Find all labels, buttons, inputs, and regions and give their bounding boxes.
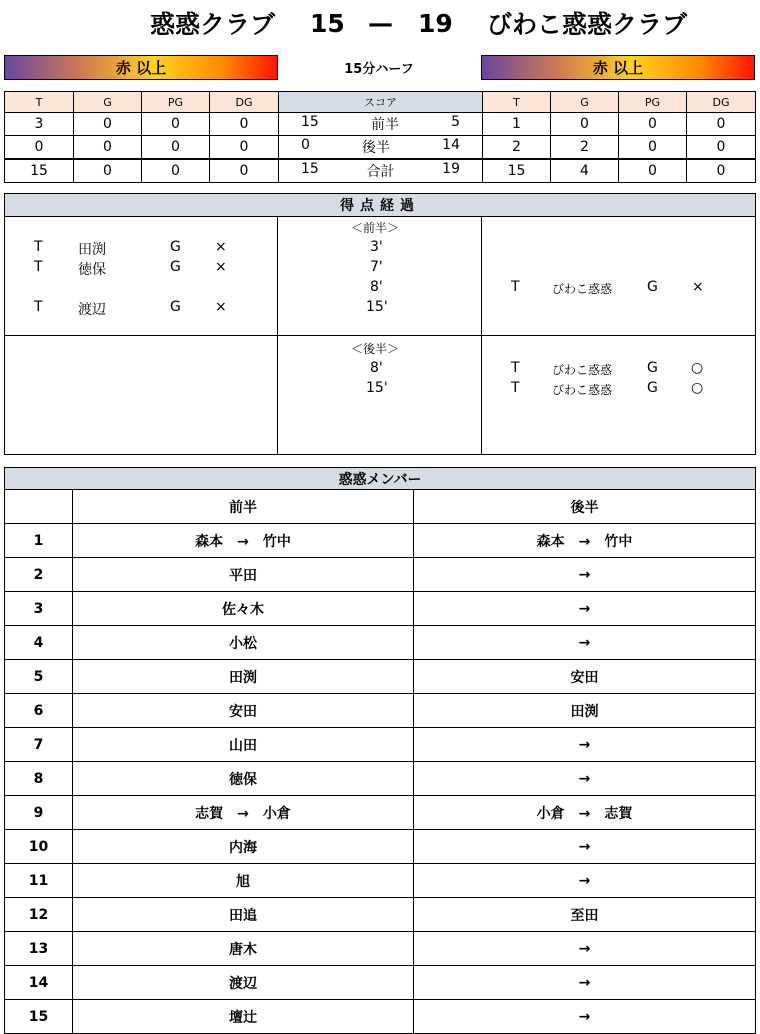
member-number: 7	[5, 728, 73, 762]
event-goal: G	[170, 239, 181, 255]
member-row	[5, 864, 756, 898]
score-row-total	[5, 159, 756, 183]
event-time: 8'	[370, 360, 383, 376]
score-header-row	[5, 92, 756, 113]
event-player: 田渕	[78, 242, 106, 258]
event-result: ○	[691, 360, 704, 376]
cell: 0	[619, 136, 687, 160]
member-first-half: 安田	[73, 694, 414, 728]
first-half-times	[278, 217, 482, 336]
member-row	[5, 830, 756, 864]
member-row	[5, 762, 756, 796]
member-first-half: 田追	[73, 898, 414, 932]
member-second-half: 小倉 → 志賀	[414, 796, 756, 830]
member-first-half: 森本 → 竹中	[73, 524, 414, 558]
cell: 4	[551, 159, 619, 183]
member-first-half: 壇辻	[73, 1000, 414, 1034]
member-row	[5, 932, 756, 966]
match-format: 15分ハーフ	[344, 62, 414, 77]
member-second-half: 安田	[414, 660, 756, 694]
member-second-half: 森本 → 竹中	[414, 524, 756, 558]
event-goal: G	[170, 259, 181, 275]
cell: 2	[483, 136, 551, 160]
member-row	[5, 524, 756, 558]
member-number: 4	[5, 626, 73, 660]
member-row	[5, 558, 756, 592]
cell: 15	[5, 159, 74, 183]
member-first-half: 小松	[73, 626, 414, 660]
member-number: 1	[5, 524, 73, 558]
first-half-header: 前半	[73, 490, 414, 524]
event-result: ×	[692, 279, 704, 295]
member-number: 12	[5, 898, 73, 932]
home-score: 15	[310, 8, 345, 38]
member-first-half: 佐々木	[73, 592, 414, 626]
cell: 0	[210, 159, 279, 183]
member-row	[5, 626, 756, 660]
event-type: T	[34, 239, 43, 255]
away-jersey-label: 赤 以上	[592, 59, 644, 77]
cell: 0	[142, 113, 210, 136]
cell: 0	[687, 113, 756, 136]
member-row	[5, 660, 756, 694]
event-goal: G	[170, 299, 181, 315]
cell: 0	[619, 159, 687, 183]
first-half-row	[5, 217, 756, 336]
member-second-half: →	[414, 558, 756, 592]
cell: 0	[74, 136, 142, 160]
member-number: 14	[5, 966, 73, 1000]
member-second-half: →	[414, 1000, 756, 1034]
cell: 0	[142, 136, 210, 160]
scoring-progress-table	[4, 193, 756, 455]
home-first-half-events	[5, 217, 278, 336]
col-header: PG	[142, 92, 210, 113]
event-player: びわこ惑惑	[552, 363, 613, 377]
second-half-times	[278, 336, 482, 455]
member-number: 5	[5, 660, 73, 694]
score-cell	[279, 159, 483, 183]
second-half-header: 後半	[414, 490, 756, 524]
first-half-label: ＜前半＞	[351, 221, 400, 235]
event-time: 15'	[366, 299, 388, 315]
member-row	[5, 592, 756, 626]
cell: 0	[210, 113, 279, 136]
member-first-half: 山田	[73, 728, 414, 762]
member-first-half: 志賀 → 小倉	[73, 796, 414, 830]
member-number: 13	[5, 932, 73, 966]
col-header: G	[74, 92, 142, 113]
col-header: DG	[687, 92, 756, 113]
member-number: 3	[5, 592, 73, 626]
event-result: ×	[215, 239, 227, 255]
event-type: T	[34, 299, 43, 315]
member-second-half: 至田	[414, 898, 756, 932]
home-jersey-bar	[4, 55, 278, 80]
member-second-half: →	[414, 864, 756, 898]
half-label: 前半	[370, 117, 399, 133]
score-row-second-half	[5, 136, 756, 160]
col-header: G	[551, 92, 619, 113]
away-team-name: びわこ惑惑クラブ	[487, 10, 688, 39]
cell: 0	[687, 159, 756, 183]
total-label: 合計	[366, 164, 395, 180]
second-half-row	[5, 336, 756, 455]
member-second-half: →	[414, 762, 756, 796]
event-time: 15'	[366, 380, 388, 396]
member-number: 8	[5, 762, 73, 796]
event-result: ○	[691, 380, 704, 396]
cell: 0	[5, 136, 74, 160]
score-cell	[279, 113, 483, 136]
event-player: 徳保	[78, 262, 106, 278]
home-half-score: 0	[301, 137, 310, 153]
member-number: 11	[5, 864, 73, 898]
cell: 0	[210, 136, 279, 160]
member-number: 2	[5, 558, 73, 592]
member-second-half: 田渕	[414, 694, 756, 728]
event-goal: G	[647, 360, 658, 376]
event-player: びわこ惑惑	[552, 383, 613, 397]
cell: 0	[687, 136, 756, 160]
member-first-half: 平田	[73, 558, 414, 592]
member-first-half: 内海	[73, 830, 414, 864]
event-result: ×	[215, 259, 227, 275]
number-header	[5, 490, 73, 524]
event-goal: G	[647, 380, 658, 396]
away-jersey-bar	[481, 55, 755, 80]
member-first-half: 田渕	[73, 660, 414, 694]
cell: 2	[551, 136, 619, 160]
member-number: 6	[5, 694, 73, 728]
member-row	[5, 1000, 756, 1034]
event-result: ×	[215, 299, 227, 315]
event-player: びわこ惑惑	[552, 282, 613, 296]
member-second-half: →	[414, 966, 756, 1000]
member-second-half: →	[414, 830, 756, 864]
member-second-half: →	[414, 932, 756, 966]
cell: 0	[74, 159, 142, 183]
member-first-half: 唐木	[73, 932, 414, 966]
members-table	[4, 467, 756, 1034]
cell: 0	[142, 159, 210, 183]
cell: 0	[619, 113, 687, 136]
members-title: 惑惑メンバー	[5, 468, 756, 490]
event-type: T	[34, 259, 43, 275]
member-row	[5, 728, 756, 762]
member-number: 9	[5, 796, 73, 830]
members-header-row	[5, 490, 756, 524]
member-second-half: →	[414, 626, 756, 660]
event-time: 8'	[370, 279, 383, 295]
cell: 15	[483, 159, 551, 183]
home-second-half-events	[5, 336, 278, 455]
event-player: 渡辺	[78, 302, 106, 318]
score-cell	[279, 136, 483, 160]
event-time: 7'	[370, 259, 383, 275]
event-time: 3'	[370, 239, 383, 255]
member-second-half: →	[414, 592, 756, 626]
member-first-half: 徳保	[73, 762, 414, 796]
home-jersey-label: 赤 以上	[115, 59, 167, 77]
half-label: 後半	[362, 140, 391, 156]
member-number: 10	[5, 830, 73, 864]
away-score: 19	[418, 8, 453, 38]
score-col-header: スコア	[279, 92, 483, 113]
member-second-half: →	[414, 728, 756, 762]
home-half-score: 15	[301, 114, 319, 130]
member-first-half: 渡辺	[73, 966, 414, 1000]
cell: 1	[483, 113, 551, 136]
cell: 0	[551, 113, 619, 136]
member-row	[5, 694, 756, 728]
member-row	[5, 796, 756, 830]
member-number: 15	[5, 1000, 73, 1034]
away-first-half-events	[482, 217, 756, 336]
away-total-score: 19	[442, 161, 460, 177]
event-type: T	[511, 279, 520, 295]
col-header: DG	[210, 92, 279, 113]
away-half-score: 5	[451, 114, 460, 130]
cell: 3	[5, 113, 74, 136]
home-total-score: 15	[301, 161, 319, 177]
score-table	[4, 91, 756, 183]
member-first-half: 旭	[73, 864, 414, 898]
away-half-score: 14	[442, 137, 460, 153]
col-header: T	[483, 92, 551, 113]
score-row-first-half	[5, 113, 756, 136]
member-row	[5, 898, 756, 932]
col-header: T	[5, 92, 74, 113]
home-team-name: 惑惑クラブ	[150, 10, 276, 39]
progress-title: 得点経過	[5, 194, 756, 217]
cell: 0	[74, 113, 142, 136]
event-type: T	[511, 380, 520, 396]
event-type: T	[511, 360, 520, 376]
score-dash: —	[368, 8, 393, 38]
away-second-half-events	[482, 336, 756, 455]
member-row	[5, 966, 756, 1000]
event-goal: G	[647, 279, 658, 295]
second-half-label: ＜後半＞	[351, 342, 400, 356]
col-header: PG	[619, 92, 687, 113]
